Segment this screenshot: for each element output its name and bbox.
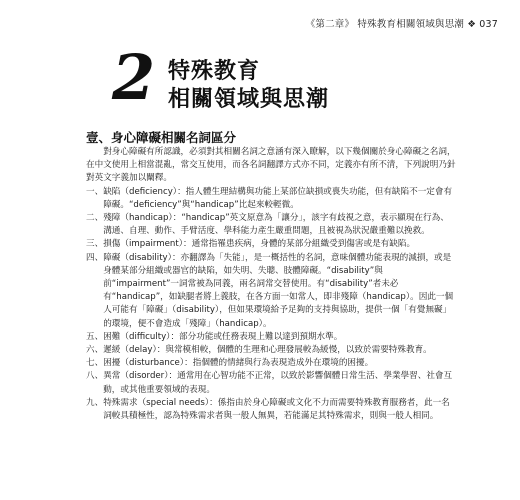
term-item-impairment — [86, 238, 456, 251]
item-marker: 八、 — [86, 371, 104, 382]
chapter-number: 2 — [112, 41, 156, 114]
item-text: 遲緩（delay）：與常模相較，個體的生理和心理發展較為緩慢，以致於需要特殊教育。 — [103, 345, 432, 356]
chapter-title-block — [112, 41, 442, 114]
term-item-handicap — [86, 212, 456, 238]
item-text: 障礙（disability）：亦翻譯為「失能」，是一概括性的名詞，意味個體功能表現的減損，或是身體某部分組織或器官的缺陷，如失明、失聰、肢體障礙。“disability”與前“impairment”一詞常被為同義，兩名詞常交替使用。有“disability”者未必有“handicap”，如缺腿者將上義肢，在各方面一如常人，即非殘障（handicap）。因此一個人可能有「障礙」（disability），但如果環境給予足夠的支持與協助，提供一個「有覺無礙」的環境，便不會造成「殘障」（handicap）。 — [103, 252, 454, 329]
item-marker: 四、 — [86, 252, 104, 263]
term-item-disability — [86, 252, 456, 331]
item-text: 困擾（disturbance）：指個體的情緒與行為表現造成外在環境的困擾。 — [103, 358, 374, 369]
item-marker: 七、 — [86, 358, 104, 369]
item-marker: 二、 — [86, 213, 104, 224]
chapter-title-line-2: 相關領域與思潮 — [168, 87, 330, 112]
term-item-difficulty — [86, 331, 456, 344]
section-heading: 壹、身心障礙相關名詞區分 — [86, 130, 237, 145]
item-text: 異常（disorder）：通常用在心智功能不正常，以致於影響個體日常生活、學業學習、社會互動，或其他重要領域的表現。 — [103, 371, 453, 395]
term-item-deficiency — [86, 186, 456, 212]
term-item-disorder — [86, 370, 456, 396]
item-text: 損傷（impairment）：通常指罹患疾病，身體的某部分組織受到傷害或是有缺陷。 — [103, 239, 416, 250]
term-item-disturbance — [86, 357, 456, 370]
item-text: 困難（difficulty）：部分功能或任務表現上難以達到預期水準。 — [103, 331, 343, 342]
item-text: 殘障（handicap）：“handicap”英文原意為「讓分」，該字有歧視之意，表示顯現在行為、溝通、自理、動作、手臂活度、學科能力產生嚴重問題，且被視為狀況嚴重難以挽救。 — [103, 213, 449, 237]
intro-paragraph: 對身心障礙有所認識，必須對其相關名詞之意涵有深入瞭解，以下幾個關於身心障礙之名詞，在中文使用上相當混亂，常交互使用，而各名詞翻譯方式亦不同，定義亦有所不清，下列說明乃針對英文字義加以闡釋。 — [86, 147, 456, 184]
item-text: 特殊需求（special needs）：係指由於身心障礙或文化不力而需要特殊教育服務者，此一名詞較具積極性，認為特殊需求者與一般人無異，若能滿足其特殊需求，則與一般人相同。 — [103, 397, 450, 422]
term-item-special-needs — [86, 397, 456, 423]
running-header: 《第二章》 特殊教育相關領域與思潮 ❖ 037 — [305, 19, 498, 30]
item-marker: 五、 — [86, 331, 104, 342]
chapter-title-line-1: 特殊教育 — [168, 59, 261, 84]
item-marker: 六、 — [86, 345, 104, 356]
item-text: 缺陷（deficiency）：指人體生理結構與功能上某部位缺損或喪失功能，但有缺陷不一定會有障礙。“deficiency”與“handicap”比起來較輕微。 — [103, 186, 453, 210]
item-marker: 三、 — [86, 239, 104, 250]
body-text — [86, 146, 456, 423]
term-item-delay — [86, 344, 456, 357]
item-marker: 一、 — [86, 186, 104, 197]
item-marker: 九、 — [86, 397, 104, 408]
